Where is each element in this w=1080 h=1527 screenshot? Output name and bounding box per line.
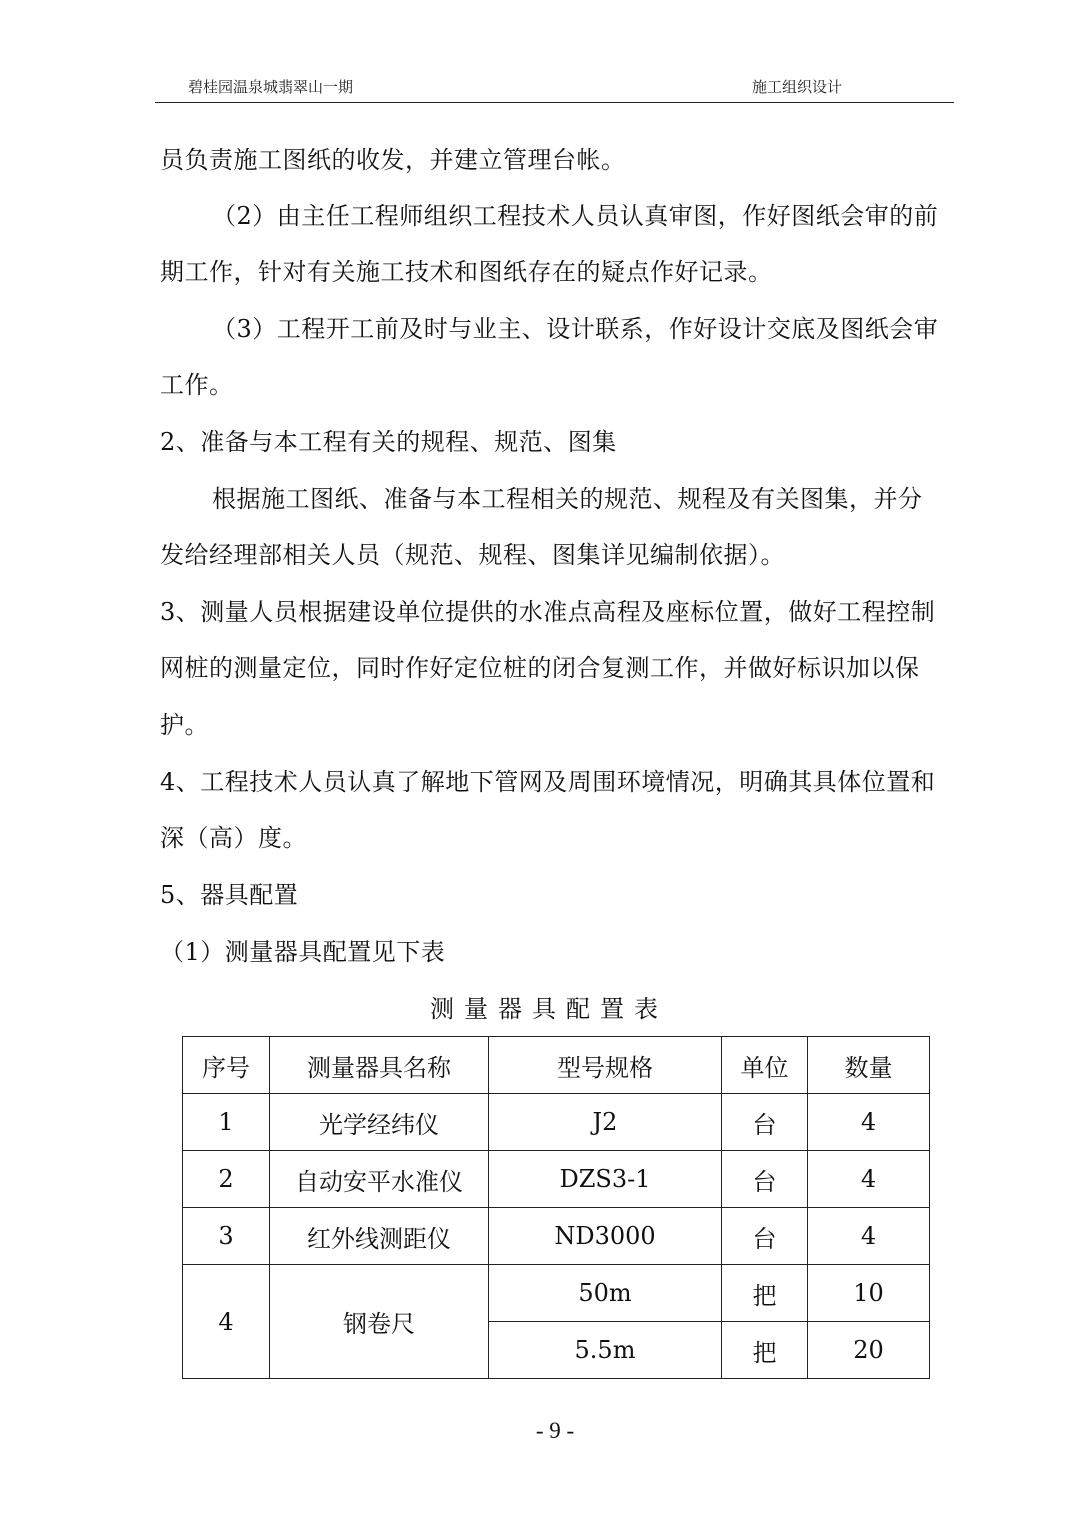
header-cell-quantity: 数量 (808, 1037, 930, 1094)
cell-name: 光学经纬仪 (270, 1094, 489, 1151)
body-line-5: 工作。 (160, 371, 234, 399)
body-line-2: （2）由主任工程师组织工程技术人员认真审图，作好图纸会审的前 (212, 202, 939, 230)
cell-index: 3 (183, 1208, 270, 1265)
cell-quantity: 10 (808, 1265, 930, 1322)
header-cell-model: 型号规格 (489, 1037, 722, 1094)
table-row (183, 1094, 930, 1151)
table-caption: 测量器具配置表 (430, 995, 668, 1023)
table-header-row (183, 1037, 930, 1094)
equipment-table (182, 1036, 930, 1379)
table-row (183, 1265, 930, 1322)
table-row (183, 1151, 930, 1208)
cell-quantity: 4 (808, 1151, 930, 1208)
body-line-13: 深（高）度。 (160, 824, 307, 852)
page-number: - 9 - (535, 1418, 575, 1443)
cell-unit: 把 (722, 1265, 808, 1322)
header-cell-name: 测量器具名称 (270, 1037, 489, 1094)
cell-model: 5.5m (489, 1322, 722, 1379)
cell-name: 自动安平水准仪 (270, 1151, 489, 1208)
cell-unit: 把 (722, 1322, 808, 1379)
header-cell-unit: 单位 (722, 1037, 808, 1094)
body-line-3: 期工作，针对有关施工技术和图纸存在的疑点作好记录。 (160, 258, 773, 286)
section-heading-5: 5、器具配置 (160, 881, 299, 909)
cell-quantity: 4 (808, 1208, 930, 1265)
body-line-4: （3）工程开工前及时与业主、设计联系，作好设计交底及图纸会审 (212, 315, 939, 343)
cell-index: 1 (183, 1094, 270, 1151)
header-cell-index: 序号 (183, 1037, 270, 1094)
cell-unit: 台 (722, 1094, 808, 1151)
body-line-7: 根据施工图纸、准备与本工程相关的规范、规程及有关图集，并分 (212, 485, 923, 513)
cell-quantity: 4 (808, 1094, 930, 1151)
header-divider (155, 102, 954, 103)
body-line-8: 发给经理部相关人员（规范、规程、图集详见编制依据）。 (160, 541, 785, 569)
cell-name: 钢卷尺 (270, 1265, 489, 1379)
section-item-4: 4、工程技术人员认真了解地下管网及周围环境情况，明确其具体位置和 (160, 768, 936, 796)
cell-index: 4 (183, 1265, 270, 1379)
cell-model: J2 (489, 1094, 722, 1151)
cell-unit: 台 (722, 1151, 808, 1208)
cell-unit: 台 (722, 1208, 808, 1265)
cell-quantity: 20 (808, 1322, 930, 1379)
table-row (183, 1208, 930, 1265)
subsection-heading-1: （1）测量器具配置见下表 (160, 938, 446, 966)
cell-model: 50m (489, 1265, 722, 1322)
header-project-name: 碧桂园温泉城翡翠山一期 (188, 78, 354, 96)
cell-name: 红外线测距仪 (270, 1208, 489, 1265)
body-line-11: 护。 (160, 711, 209, 739)
header-document-type: 施工组织设计 (752, 78, 843, 96)
cell-model: DZS3-1 (489, 1151, 722, 1208)
cell-model: ND3000 (489, 1208, 722, 1265)
cell-index: 2 (183, 1151, 270, 1208)
body-line-1: 员负责施工图纸的收发，并建立管理台帐。 (160, 146, 626, 174)
section-heading-2: 2、准备与本工程有关的规程、规范、图集 (160, 428, 617, 456)
body-line-10: 网桩的测量定位，同时作好定位桩的闭合复测工作，并做好标识加以保 (160, 654, 920, 682)
section-item-3: 3、测量人员根据建设单位提供的水准点高程及座标位置，做好工程控制 (160, 598, 936, 626)
